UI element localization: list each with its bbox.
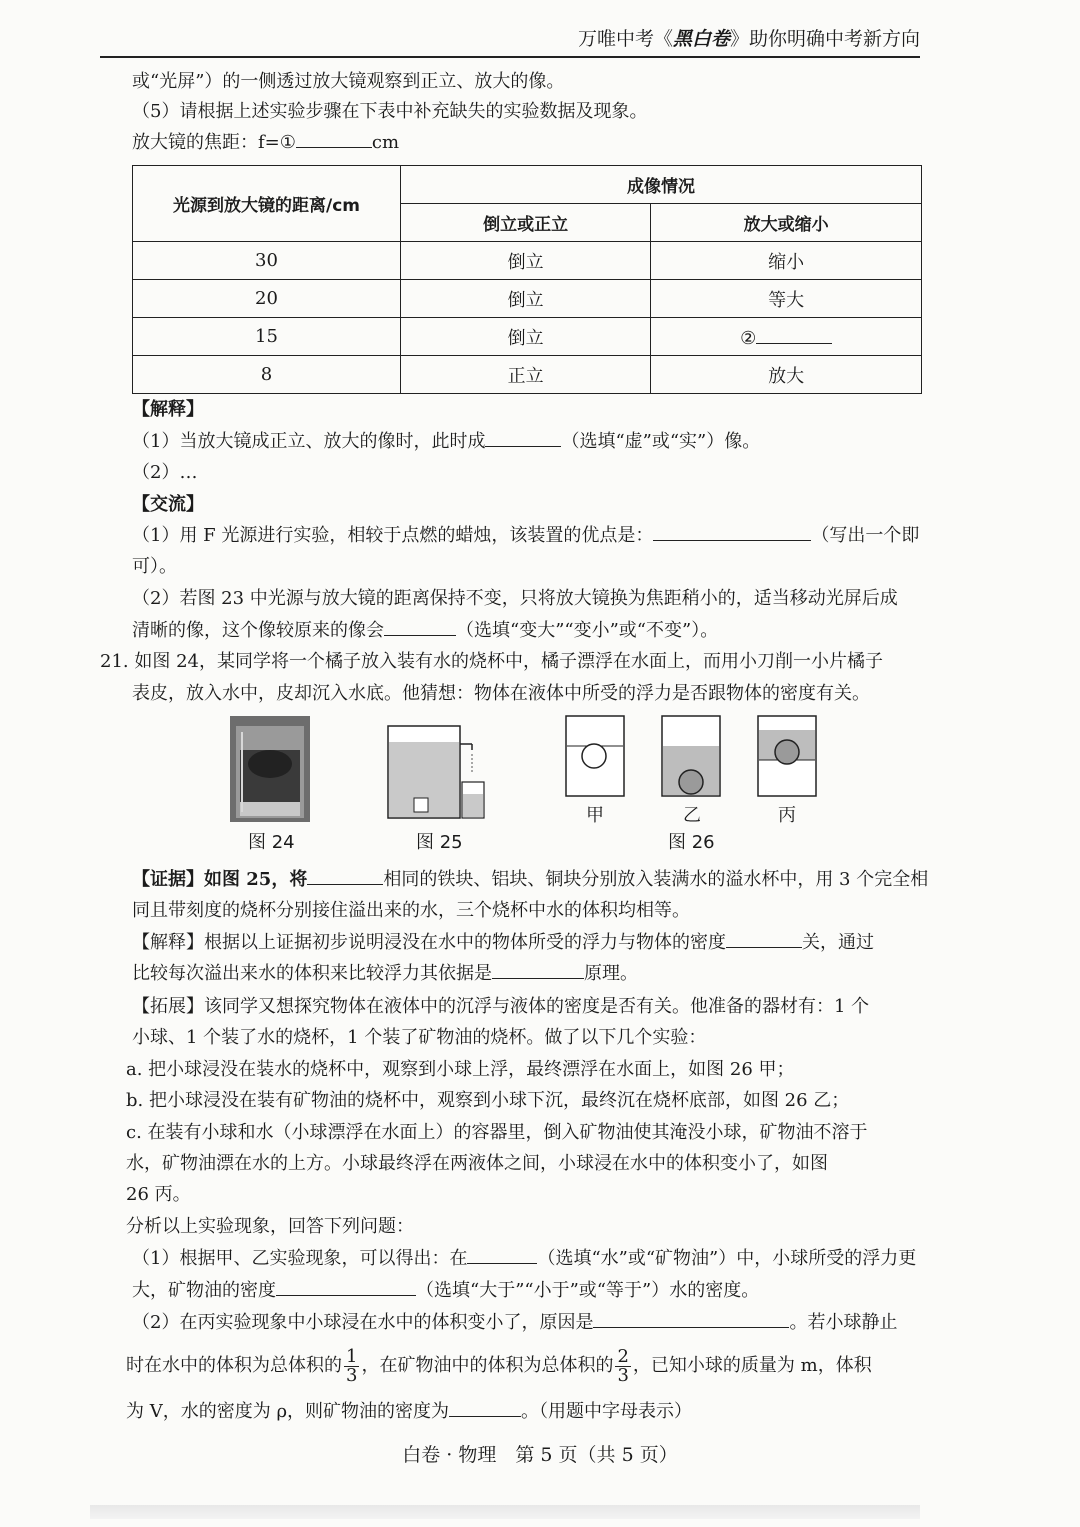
- label-jia: 甲: [586, 805, 604, 826]
- three-beakers-figure: [564, 714, 820, 800]
- question-line: （2）在丙实验现象中小球浸在水中的体积变小了，原因是 。若小球静止: [132, 1309, 922, 1337]
- answer-blank[interactable]: [492, 960, 584, 979]
- text-line: （5）请根据上述实验步骤在下表中补充缺失的实验数据及现象。: [132, 101, 648, 122]
- figure-24-caption: 图 24: [248, 832, 295, 853]
- question-line: （2）…: [132, 462, 198, 483]
- text-line: 【拓展】该同学又想探究物体在液体中的沉浮与液体的密度是否有关。他准备的器材有：1 个: [132, 996, 870, 1017]
- table-subheader-size: 放大或缩小: [651, 204, 922, 242]
- answer-blank[interactable]: [384, 617, 456, 636]
- answer-blank[interactable]: [485, 428, 561, 447]
- text-line: c. 在装有小球和水（小球漂浮在水面上）的容器里，倒入矿物油使其淹没小球，矿物油不溶于: [126, 1122, 868, 1143]
- table-row: 20 倒立 等大: [133, 280, 922, 318]
- text-line: 表皮，放入水中，皮却沉入水底。他猜想：物体在液体中所受的浮力是否跟物体的密度有关。: [132, 683, 870, 704]
- beaker-yi: [662, 716, 720, 796]
- table-row: 30 倒立 缩小: [133, 242, 922, 280]
- focal-length-line: 放大镜的焦距：f=① cm: [132, 129, 922, 157]
- question-line: 清晰的像，这个像较原来的像会 （选填“变大”“变小”或“不变”）。: [132, 617, 922, 645]
- text-line: 水，矿物油漂在水的上方。小球最终浮在两液体之间，小球浸在水中的体积变小了，如图: [126, 1153, 828, 1174]
- scan-edge: [90, 1505, 920, 1519]
- text-line: 小球、1 个装了水的烧杯，1 个装了矿物油的烧杯。做了以下几个实验：: [132, 1027, 707, 1048]
- table-row: 8 正立 放大: [133, 356, 922, 394]
- text-line: （2）若图 23 中光源与放大镜的距离保持不变，只将放大镜换为焦距稍小的，适当移动光屏后成: [132, 588, 898, 609]
- fraction-two-thirds: $\frac{2}{3}$: [617, 1345, 629, 1386]
- header-rule: [100, 56, 920, 58]
- answer-blank[interactable]: [653, 522, 811, 541]
- evidence-line: 【证据】如图 25，将 相同的铁块、铝块、铜块分别放入装满水的溢水杯中，用 3 个完全相: [132, 866, 922, 894]
- table-row: 15 倒立 ②: [133, 318, 922, 356]
- explain2-line: 【解释】根据以上证据初步说明浸没在水中的物体所受的浮力与物体的密度 关，通过: [132, 929, 922, 957]
- figure-25-caption: 图 25: [416, 832, 463, 853]
- answer-blank[interactable]: [726, 929, 802, 948]
- answer-blank[interactable]: [449, 1398, 521, 1417]
- overflow-cup-figure: [384, 722, 490, 822]
- section-title: 【交流】: [132, 494, 204, 515]
- text-line: 26 丙。: [126, 1184, 191, 1205]
- text-line: 同且带刻度的烧杯分别接住溢出来的水，三个烧杯中水的体积均相等。: [132, 900, 690, 921]
- beaker-jia: [566, 716, 624, 796]
- question-line: 为 V，水的密度为 ρ，则矿物油的密度为 。（用题中字母表示）: [126, 1398, 916, 1426]
- answer-blank[interactable]: [296, 129, 372, 148]
- text-line: a. 把小球浸没在装水的烧杯中，观察到小球上浮，最终漂浮在水面上，如图 26 甲；: [126, 1059, 795, 1080]
- label-yi: 乙: [683, 805, 701, 826]
- data-table: [132, 165, 922, 394]
- answer-blank[interactable]: [276, 1277, 416, 1296]
- answer-blank[interactable]: [593, 1309, 789, 1328]
- answer-blank[interactable]: [756, 325, 832, 344]
- text-line: 或“光屏”）的一侧透过放大镜观察到正立、放大的像。: [132, 71, 565, 92]
- beaker-photo-figure: [230, 716, 310, 822]
- text-line: b. 把小球浸没在装有矿物油的烧杯中，观察到小球下沉，最终沉在烧杯底部，如图 26 乙；: [126, 1090, 850, 1111]
- page-footer: 白卷 · 物理 第 5 页（共 5 页）: [402, 1444, 678, 1466]
- label-bing: 丙: [778, 805, 796, 826]
- question-line: （1）根据甲、乙实验现象，可以得出：在 （选填“水”或“矿物油”）中，小球所受的浮力更: [132, 1245, 922, 1273]
- text-line: 分析以上实验现象，回答下列问题：: [126, 1216, 414, 1237]
- answer-blank[interactable]: [307, 866, 383, 885]
- figure-26-caption: 图 26: [668, 832, 715, 853]
- question-line: （1）当放大镜成正立、放大的像时，此时成 （选填“虚”或“实”）像。: [132, 428, 922, 456]
- table-header-image: 成像情况: [401, 166, 922, 204]
- question-line: （1）用 F 光源进行实验，相较于点燃的蜡烛，该装置的优点是： （写出一个即: [132, 522, 922, 550]
- question-line: 大，矿物油的密度 （选填“大于”“小于”或“等于”）水的密度。: [132, 1277, 922, 1305]
- table-subheader-orientation: 倒立或正立: [401, 204, 651, 242]
- section-title: 【解释】: [132, 399, 204, 420]
- table-header-distance: 光源到放大镜的距离/cm: [133, 166, 401, 242]
- question-21: 21. 如图 24，某同学将一个橘子放入装有水的烧杯中，橘子漂浮在水面上，而用小刀削一小片橘子: [100, 651, 883, 672]
- fraction-line: 时在水中的体积为总体积的 $\frac{1}{3}$ ，在矿物油中的体积为总体积的 $\frac{2}{3}$ ，已知小球的质量为 m，体积: [126, 1345, 872, 1386]
- beaker-bing: [758, 716, 816, 796]
- fraction-one-third: $\frac{1}{3}$: [346, 1345, 358, 1386]
- explain2-line: 比较每次溢出来水的体积来比较浮力其依据是 原理。: [132, 960, 922, 988]
- brand-name: 黑白卷: [672, 28, 730, 50]
- text-line: 可）。: [132, 556, 177, 577]
- answer-blank[interactable]: [467, 1245, 537, 1264]
- page-header: 万唯中考《黑白卷》助你明确中考新方向: [577, 28, 920, 50]
